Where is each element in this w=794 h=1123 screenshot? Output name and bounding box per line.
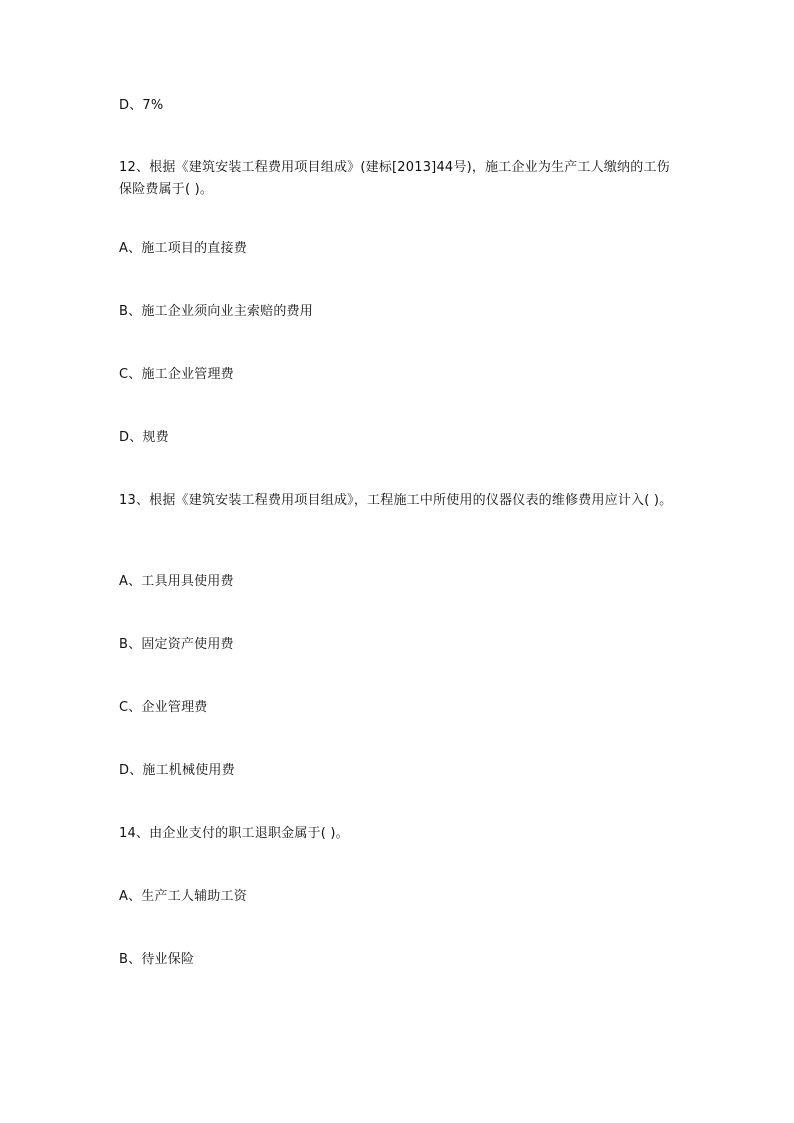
option-c-q13: C、企业管理费 (119, 700, 208, 715)
option-b-q14: B、待业保险 (119, 952, 195, 967)
option-a-q13: A、工具用具使用费 (119, 574, 234, 589)
option-a-q12: A、施工项目的直接费 (119, 241, 247, 256)
option-d-q13: D、施工机械使用费 (119, 763, 235, 778)
question-14: 14、由企业支付的职工退职金属于( )。 (119, 826, 349, 841)
question-12: 12、根据《建筑安装工程费用项目组成》(建标[2013]44号)，施工企业为生产工人缴纳的工伤保险费属于( )。 (119, 160, 670, 197)
option-d-q12: D、规费 (119, 430, 169, 445)
option-b-q13: B、固定资产使用费 (119, 637, 234, 652)
option-d-q11: D、7% (119, 98, 164, 113)
option-a-q14: A、生产工人辅助工资 (119, 889, 247, 904)
option-b-q12: B、施工企业须向业主索赔的费用 (119, 304, 313, 319)
option-c-q12: C、施工企业管理费 (119, 367, 234, 382)
question-13: 13、根据《建筑安装工程费用项目组成》，工程施工中所使用的仪器仪表的维修费用应计入( )。 (119, 493, 673, 508)
